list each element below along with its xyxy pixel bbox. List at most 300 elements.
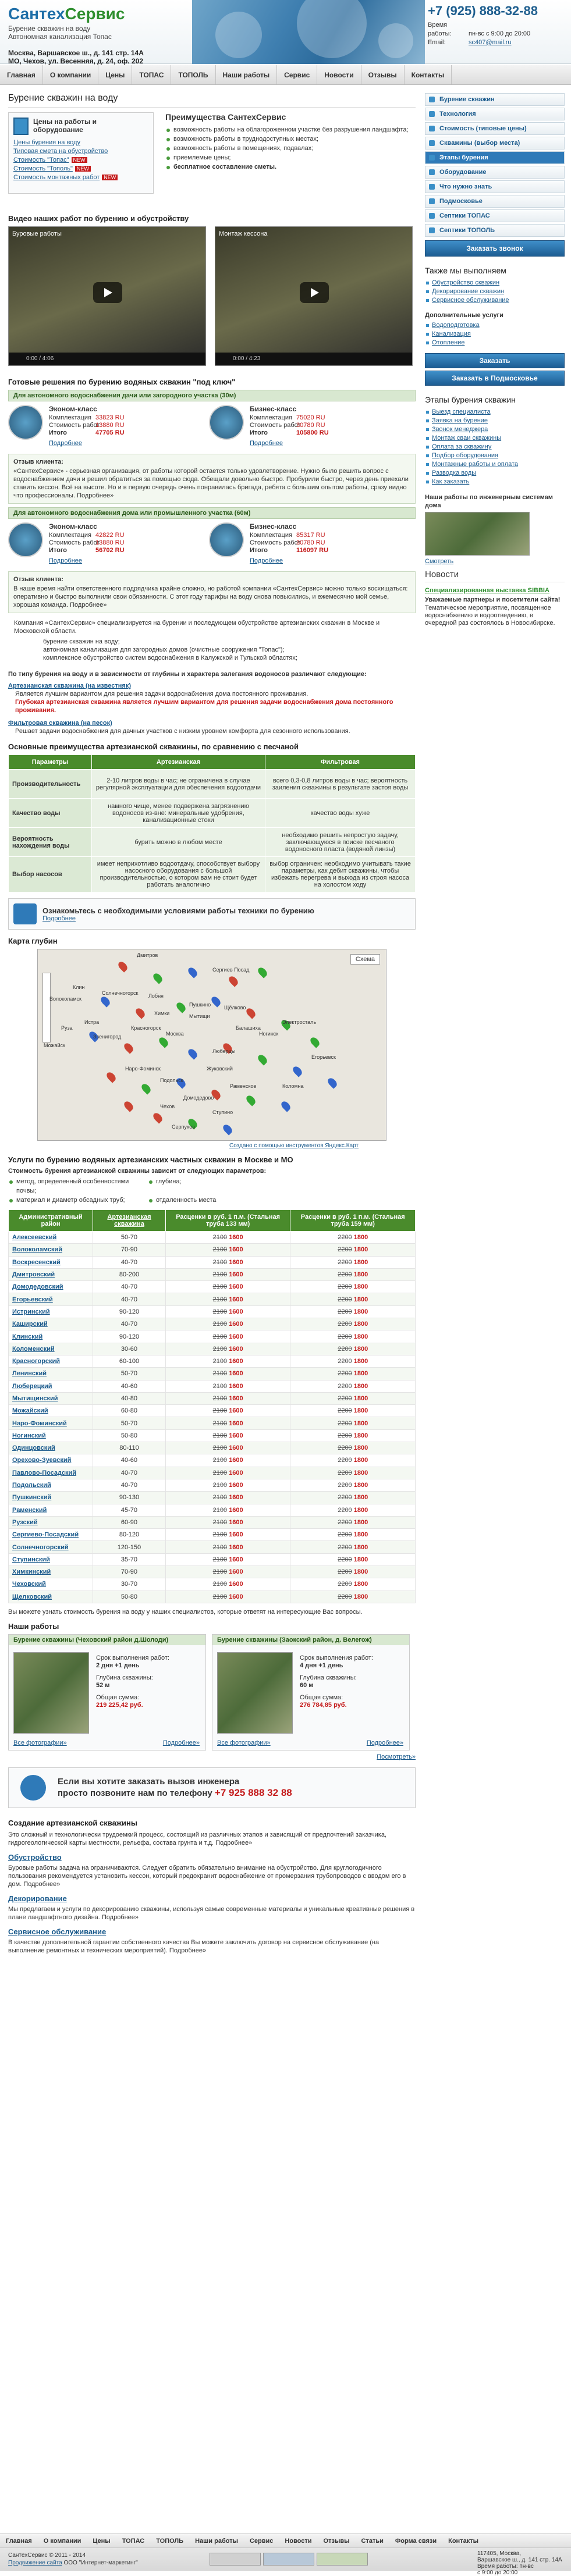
package-more-link[interactable]: Подробнее: [49, 557, 83, 564]
map-city-label: Электросталь: [282, 1019, 317, 1025]
footer-counters: [210, 2553, 368, 2566]
map-marker[interactable]: [140, 1082, 152, 1094]
old-price: 2100: [212, 1556, 228, 1563]
district-link[interactable]: Домодедовский: [12, 1283, 63, 1291]
new-price: 1800: [353, 1258, 368, 1266]
price-link[interactable]: Стоимость монтажных работ: [13, 174, 100, 181]
price-row: [9, 1454, 416, 1467]
footer-addr1: 117405, Москва,: [477, 2550, 522, 2557]
new-price: 1800: [353, 1395, 368, 1402]
map-caption[interactable]: Создано с помощью инструментов Яндекс.Карт: [229, 1143, 359, 1149]
nav-item[interactable]: ТОПАС: [132, 65, 171, 84]
callout-box: [8, 1767, 416, 1808]
price-row: [9, 1281, 416, 1293]
footer-addr4: с 9:00 до 20:00: [477, 2570, 518, 2576]
nav-item[interactable]: Наши работы: [216, 65, 278, 84]
package-more-link[interactable]: Подробнее: [250, 440, 283, 447]
district-link[interactable]: Можайский: [12, 1407, 48, 1415]
play-icon[interactable]: [300, 282, 329, 303]
package-row-value: 85317 RU: [296, 532, 325, 539]
old-price: 2200: [338, 1283, 352, 1291]
package-card: [209, 405, 407, 451]
price-row: [9, 1318, 416, 1330]
district-link[interactable]: Красногорский: [12, 1358, 61, 1365]
map-marker[interactable]: [105, 1070, 117, 1083]
district-link[interactable]: Пушкинский: [12, 1494, 52, 1502]
district-link[interactable]: Мытищинский: [12, 1395, 58, 1402]
sidebar-menu-item[interactable]: Бурение скважин: [425, 93, 565, 106]
sidebar-stages-link[interactable]: Разводка воды: [425, 469, 565, 478]
package-more-link[interactable]: Подробнее: [250, 557, 283, 564]
well-type-text: Решает задачи водоснабжения для дачных участков с низким уровнем комфорта для сезонного использования.: [15, 728, 350, 735]
district-link[interactable]: Воскресенский: [12, 1258, 61, 1266]
sidebar-stages-link[interactable]: Заявка на бурение: [425, 417, 565, 425]
map-marker[interactable]: [221, 1123, 233, 1135]
old-price: 2100: [212, 1333, 228, 1340]
depth-cell: 50-70: [93, 1368, 166, 1380]
new-price: 1600: [229, 1556, 243, 1563]
new-price: 1600: [229, 1345, 243, 1353]
map-city-label: Солнечногорск: [102, 990, 139, 996]
news-text: Тематическое мероприятие, посвященное водоснабжению и водоотведению, в очередной раз состоялось в Новосибирске.: [425, 604, 555, 627]
nav-item[interactable]: Отзывы: [361, 65, 405, 84]
new-price: 1800: [353, 1296, 368, 1303]
old-price: 2100: [212, 1444, 228, 1452]
old-price: 2200: [338, 1258, 352, 1266]
nav-item[interactable]: Цены: [98, 65, 132, 84]
map-city-label: Клин: [73, 984, 85, 990]
package-card: [209, 522, 407, 569]
map-city-label: Можайск: [44, 1043, 65, 1048]
sidebar-stages-link[interactable]: Подбор оборудования: [425, 451, 565, 460]
company-list-item: комплексное обустройство систем водоснабжения в Калужской и Тульской областях;: [43, 654, 297, 661]
new-price: 1600: [229, 1593, 243, 1600]
work-title[interactable]: Бурение скважины (Заокский район, д. Велегож): [212, 1635, 409, 1645]
advantage-item: возможность работы на облагороженном участке без разрушения ландшафта;: [165, 125, 410, 134]
footer-nav-item[interactable]: Отзывы: [323, 2538, 350, 2545]
new-price: 1600: [229, 1382, 243, 1390]
nav-item[interactable]: Сервис: [277, 65, 317, 84]
sidebar-extra-link[interactable]: Канализация: [425, 330, 565, 339]
old-price: 2100: [212, 1345, 228, 1353]
sidebar-also-link[interactable]: Декорирование скважин: [425, 287, 565, 296]
new-price: 1800: [353, 1333, 368, 1340]
footer-nav-item[interactable]: ТОПАС: [122, 2538, 145, 2545]
price-intro: Стоимость бурения артезианской скважины зависит от следующих параметров:: [8, 1168, 267, 1175]
price-link[interactable]: Цены бурения на воду: [13, 139, 80, 146]
old-price: 2200: [338, 1432, 352, 1439]
play-icon[interactable]: [93, 282, 122, 303]
price-link[interactable]: Стоимость "Топас": [13, 156, 69, 163]
map-marker[interactable]: [256, 1053, 268, 1065]
package-row-label: Итого: [49, 547, 68, 554]
footer-nav-item[interactable]: Цены: [93, 2538, 111, 2545]
district-link[interactable]: Щелковский: [12, 1593, 52, 1600]
package-title: Бизнес-класс: [250, 405, 297, 413]
sidebar-extra-link[interactable]: Отопление: [425, 339, 565, 347]
old-price: 2100: [212, 1296, 228, 1303]
footer-nav-item[interactable]: Наши работы: [195, 2538, 238, 2545]
nav-item[interactable]: ТОПОЛЬ: [171, 65, 215, 84]
price-list-icon: [13, 118, 29, 135]
sidebar-extra-link[interactable]: Водоподготовка: [425, 321, 565, 330]
footer-dev-link[interactable]: Продвижение сайта: [8, 2560, 62, 2566]
work-title[interactable]: Бурение скважины (Чеховский район д.Шолоди): [9, 1635, 205, 1645]
header-phone[interactable]: +7 (925) 888-32-88: [428, 3, 538, 18]
map-marker[interactable]: [151, 1111, 164, 1123]
new-price: 1800: [353, 1593, 368, 1600]
well-type-link[interactable]: Фильтровая скважина (на песок): [8, 720, 112, 727]
depth-cell: 40-60: [93, 1380, 166, 1392]
map-marker[interactable]: [326, 1076, 338, 1088]
package-row-label: Итого: [250, 547, 268, 554]
depth-cell: 30-70: [93, 1578, 166, 1591]
advantage-item: бесплатное составление сметы.: [165, 162, 410, 172]
district-link[interactable]: Истринский: [12, 1308, 50, 1315]
package-more-link[interactable]: Подробнее: [49, 440, 83, 447]
new-price: 1600: [229, 1358, 243, 1365]
new-price: 1600: [229, 1518, 243, 1526]
depth-cell: 60-90: [93, 1516, 166, 1528]
new-badge: NEW: [102, 175, 118, 180]
work-value: 52 м: [96, 1681, 110, 1689]
sidebar: [425, 93, 565, 627]
sidebar-menu-item[interactable]: Что нужно знать: [425, 180, 565, 193]
map-city-label: Химки: [154, 1011, 170, 1016]
district-link[interactable]: Орехово-Зуевский: [12, 1457, 72, 1464]
depth-cell: 40-80: [93, 1392, 166, 1404]
map-marker[interactable]: [227, 974, 239, 987]
new-price: 1800: [353, 1321, 368, 1328]
sidebar-also-link[interactable]: Сервисное обслуживание: [425, 296, 565, 305]
site-logo[interactable]: [8, 5, 125, 23]
advantages-title: Преимущества СантехСервис: [165, 112, 286, 122]
district-link[interactable]: Каширский: [12, 1321, 48, 1328]
map-scheme-button[interactable]: Схема: [350, 954, 380, 965]
compare-cell: Выбор насосов: [9, 857, 92, 892]
map-city-label: Ногинск: [259, 1031, 279, 1037]
district-link[interactable]: Сергиево-Посадский: [12, 1531, 79, 1539]
footer-nav-item[interactable]: ТОПОЛЬ: [156, 2538, 184, 2545]
package-row-value: 116097 RU: [296, 547, 329, 554]
map-marker[interactable]: [99, 995, 111, 1007]
work-more-link[interactable]: Подробнее»: [162, 1739, 200, 1746]
compare-cell: всего 0,3-0,8 литров воды в час; вероятность заиления скважины в результате застоя воды: [265, 770, 416, 799]
sidebar-stages-link[interactable]: Оплата за скважину: [425, 443, 565, 451]
map-zoom-control[interactable]: [42, 973, 51, 1043]
district-link[interactable]: Чеховский: [12, 1581, 46, 1588]
old-price: 2200: [338, 1444, 352, 1452]
new-price: 1600: [229, 1494, 243, 1502]
old-price: 2100: [212, 1568, 228, 1576]
sidebar-menu-item[interactable]: Скважины (выбор места): [425, 137, 565, 150]
map-city-label: Егорьевск: [311, 1054, 336, 1060]
sidebar-stages-link[interactable]: Звонок менеджера: [425, 425, 565, 434]
video-controls[interactable]: [215, 353, 412, 365]
compare-cell: Вероятность нахождения воды: [9, 828, 92, 857]
price-row: [9, 1244, 416, 1256]
footer-nav-item[interactable]: Главная: [6, 2538, 32, 2545]
footer-nav-item[interactable]: Форма связи: [395, 2538, 437, 2545]
new-price: 1600: [229, 1234, 243, 1241]
work-photos-link[interactable]: Все фотографии»: [13, 1739, 67, 1746]
district-link[interactable]: Волоколамский: [12, 1246, 63, 1254]
sidebar-stages-link[interactable]: Монтажные работы и оплата: [425, 460, 565, 469]
package-row-value: 75020 RU: [296, 414, 325, 421]
district-link[interactable]: Ленинский: [12, 1370, 47, 1378]
work-photo[interactable]: [13, 1652, 89, 1734]
old-price: 2200: [338, 1482, 352, 1489]
sidebar-menu-item[interactable]: Подмосковье: [425, 195, 565, 208]
district-link[interactable]: Ступинский: [12, 1556, 50, 1563]
new-price: 1600: [229, 1531, 243, 1539]
new-price: 1800: [353, 1581, 368, 1588]
sidebar-menu-item[interactable]: Этапы бурения: [425, 151, 565, 164]
map-marker[interactable]: [186, 1047, 198, 1059]
map-city-label: Домодедово: [183, 1095, 214, 1101]
sidebar-menu-item[interactable]: Стоимость (типовые цены): [425, 122, 565, 135]
compare-cell: 2-10 литров воды в час; не ограничена в случае регулярной эксплуатации для обеспечения водоотдачи: [91, 770, 265, 799]
new-price: 1600: [229, 1246, 243, 1254]
main-nav: [0, 65, 571, 85]
old-price: 2200: [338, 1543, 352, 1551]
sidebar-menu-item[interactable]: Оборудование: [425, 166, 565, 179]
order-call-button[interactable]: Заказать звонок: [425, 240, 565, 257]
creation-section-text: Мы предлагаем и услуги по декорированию скважины, используя самые современные материалы и уникальные креативные решения в плане ландшафтного дизайна. Подробнее»: [8, 1905, 415, 1921]
map-marker[interactable]: [157, 1036, 169, 1048]
compare-row: [9, 857, 416, 892]
order-button[interactable]: Заказать: [425, 353, 565, 368]
old-price: 2100: [212, 1581, 228, 1588]
sidebar-stages-link[interactable]: Выезд специалиста: [425, 408, 565, 417]
video-player[interactable]: [8, 226, 206, 366]
depth-cell: 30-60: [93, 1343, 166, 1355]
work-label: Срок выполнения работ:: [96, 1654, 169, 1661]
price-header[interactable]: Артезианская скважина: [93, 1210, 166, 1232]
well-type-text: Является лучшим вариантом для решения задачи водоснабжения дома постоянного проживания.: [15, 691, 308, 698]
creation-section-title[interactable]: Обустройство: [8, 1852, 62, 1862]
sidebar-menu-item[interactable]: Септики ТОПАС: [425, 209, 565, 222]
price-row: [9, 1256, 416, 1268]
creation-section-title[interactable]: Декорирование: [8, 1894, 67, 1903]
map-marker[interactable]: [122, 1041, 134, 1054]
price-row: [9, 1516, 416, 1528]
compare-cell: бурить можно в любом месте: [91, 828, 265, 857]
district-link[interactable]: Люберецкий: [12, 1382, 52, 1390]
map-title: Карта глубин: [8, 937, 58, 945]
new-price: 1800: [353, 1432, 368, 1439]
new-price: 1600: [229, 1308, 243, 1315]
old-price: 2100: [212, 1407, 228, 1415]
package-card: [8, 405, 206, 451]
district-link[interactable]: Клинский: [12, 1333, 43, 1340]
advantage-item: возможность работы в помещениях, подвалах;: [165, 144, 410, 153]
header-banner-photo: [192, 0, 425, 64]
depth-cell: 90-120: [93, 1305, 166, 1318]
creation-section-text: Буровые работы задача на ограничиваются. Следует обратить обязательно внимание на обустройство. Для круглогодичного пользования рекомендуется установить кессон, который предохранит водоснабжение от промерзания трубопроводов с вводом его в дом. Подробнее»: [8, 1864, 406, 1888]
map-city-label: Раменское: [230, 1083, 257, 1089]
district-link[interactable]: Егорьевский: [12, 1296, 53, 1303]
district-link[interactable]: Ногинский: [12, 1432, 46, 1439]
nav-item[interactable]: Контакты: [405, 65, 452, 84]
old-price: 2200: [338, 1395, 352, 1402]
footer-nav-item[interactable]: Контакты: [448, 2538, 478, 2545]
old-price: 2200: [338, 1296, 352, 1303]
work-label: Общая сумма:: [300, 1693, 343, 1701]
depth-cell: 45-70: [93, 1504, 166, 1516]
drill-region-button[interactable]: Заказать в Подмосковье: [425, 371, 565, 386]
map-marker[interactable]: [291, 1065, 303, 1077]
work-photo[interactable]: [217, 1652, 293, 1734]
district-link[interactable]: Наро-Фоминский: [12, 1419, 67, 1427]
new-price: 1800: [353, 1568, 368, 1576]
callout-phone[interactable]: +7 925 888 32 88: [214, 1787, 292, 1799]
district-link[interactable]: Дмитровский: [12, 1271, 55, 1279]
new-price: 1600: [229, 1432, 243, 1439]
conditions-text: Ознакомьтесь с необходимыми условиями работы техники по бурению: [42, 906, 314, 915]
sidebar-menu-item[interactable]: Септики ТОПОЛЬ: [425, 224, 565, 237]
package-title: Эконом-класс: [49, 405, 97, 413]
advantages-block: [165, 112, 410, 172]
compare-header: Артезианская: [91, 755, 265, 770]
main-content: [8, 93, 416, 1955]
price-row: [9, 1492, 416, 1504]
old-price: 2200: [338, 1370, 352, 1378]
new-price: 1800: [353, 1531, 368, 1539]
new-price: 1800: [353, 1283, 368, 1291]
price-link[interactable]: Стоимость "Тополь": [13, 165, 73, 172]
district-link[interactable]: Подольский: [12, 1482, 51, 1489]
district-link[interactable]: Солнечногорский: [12, 1543, 69, 1551]
video-title: Монтаж кессона: [219, 230, 268, 237]
map-marker[interactable]: [116, 960, 129, 972]
price-row: [9, 1368, 416, 1380]
depth-cell: 80-120: [93, 1529, 166, 1541]
map-city-label: Ступино: [212, 1109, 233, 1115]
package-row-label: Стоимость работ: [250, 539, 301, 546]
district-link[interactable]: Коломенский: [12, 1345, 55, 1353]
map-city-label: Дмитров: [137, 952, 158, 958]
map-marker[interactable]: [175, 1001, 187, 1013]
new-price: 1600: [229, 1457, 243, 1464]
depth-cell: 40-70: [93, 1318, 166, 1330]
new-price: 1800: [353, 1469, 368, 1476]
map-marker[interactable]: [308, 1036, 321, 1048]
price-row: [9, 1504, 416, 1516]
footer-nav-item[interactable]: Новости: [285, 2538, 312, 2545]
sidebar-stages-link[interactable]: Как заказать: [425, 478, 565, 486]
price-row: [9, 1330, 416, 1343]
compare-cell: Производительность: [9, 770, 92, 799]
creation-section-title[interactable]: Сервисное обслуживание: [8, 1927, 107, 1936]
extra-title: Дополнительные услуги: [425, 312, 503, 319]
header-email-link[interactable]: sc407@mail.ru: [469, 39, 512, 46]
review-title: Отзыв клиента:: [13, 576, 63, 583]
new-price: 1800: [353, 1370, 368, 1378]
work-photos-link[interactable]: Все фотографии»: [217, 1739, 271, 1746]
depth-map[interactable]: [37, 949, 386, 1141]
work-value: 2 дня +1 день: [96, 1661, 140, 1669]
new-badge: NEW: [75, 166, 91, 172]
new-price: 1800: [353, 1358, 368, 1365]
sidebar-menu-item[interactable]: Технология: [425, 108, 565, 120]
work-card: [212, 1634, 410, 1750]
sidebar-works-photo[interactable]: [425, 512, 530, 556]
district-link[interactable]: Одинцовский: [12, 1444, 55, 1452]
video-player[interactable]: [215, 226, 413, 366]
footer-nav-item[interactable]: Статьи: [361, 2538, 384, 2545]
package-row-label: Стоимость работ: [250, 422, 301, 429]
price-row: [9, 1380, 416, 1392]
sidebar-also-link[interactable]: Обустройство скважин: [425, 279, 565, 287]
district-link[interactable]: Рузский: [12, 1518, 38, 1526]
nav-item[interactable]: Главная: [0, 65, 43, 84]
compare-row: [9, 799, 416, 828]
nav-item[interactable]: О компании: [43, 65, 99, 84]
footer-nav-item[interactable]: Сервис: [249, 2538, 274, 2545]
compare-cell: выбор ограничен: необходимо учитывать такие параметры, как дебит скважины, чтобы избежать перегрева и выхода из строя насоса на холостом ходу: [265, 857, 416, 892]
price-param: глубина;: [148, 1177, 288, 1196]
new-price: 1600: [229, 1482, 243, 1489]
district-link[interactable]: Алексеевский: [12, 1234, 57, 1241]
news-link[interactable]: Специализированная выставка SIBBIA: [425, 587, 549, 594]
sidebar-works-more[interactable]: Смотреть: [425, 558, 454, 565]
old-price: 2200: [338, 1271, 352, 1279]
old-price: 2100: [212, 1494, 228, 1502]
district-link[interactable]: Химкинский: [12, 1568, 51, 1576]
work-more-link[interactable]: Подробнее»: [366, 1739, 403, 1746]
new-price: 1600: [229, 1258, 243, 1266]
footer-nav-item[interactable]: О компании: [43, 2538, 81, 2545]
depth-cell: 90-130: [93, 1492, 166, 1504]
nav-item[interactable]: Новости: [317, 65, 361, 84]
logo-part-b: Сервис: [65, 5, 125, 23]
price-row: [9, 1293, 416, 1305]
old-price: 2100: [212, 1419, 228, 1427]
map-marker[interactable]: [279, 1100, 292, 1112]
well-type-link[interactable]: Артезианская скважина (на известняк): [8, 682, 132, 689]
map-marker[interactable]: [244, 1006, 257, 1019]
map-marker[interactable]: [244, 1094, 257, 1106]
price-row: [9, 1305, 416, 1318]
compare-cell: Качество воды: [9, 799, 92, 828]
old-price: 2100: [212, 1308, 228, 1315]
map-marker[interactable]: [151, 972, 164, 984]
works-all-link[interactable]: Посмотреть»: [377, 1753, 416, 1760]
conditions-more-link[interactable]: Подробнее: [42, 915, 76, 922]
price-link[interactable]: Типовая смета на обустройство: [13, 148, 108, 155]
sidebar-stages-link[interactable]: Монтаж сваи скважины: [425, 434, 565, 443]
old-price: 2100: [212, 1321, 228, 1328]
depth-cell: 120-150: [93, 1541, 166, 1553]
price-param: метод, определенный особенностями почвы;: [8, 1177, 148, 1196]
district-link[interactable]: Раменский: [12, 1506, 47, 1514]
map-marker[interactable]: [186, 966, 198, 978]
depth-cell: 80-200: [93, 1268, 166, 1280]
video-controls[interactable]: [9, 353, 205, 365]
map-marker[interactable]: [256, 966, 268, 978]
new-price: 1600: [229, 1333, 243, 1340]
map-city-label: Москва: [166, 1031, 184, 1037]
district-link[interactable]: Павлово-Посадский: [12, 1469, 77, 1476]
work-label: Срок выполнения работ:: [300, 1654, 373, 1661]
map-marker[interactable]: [210, 995, 222, 1007]
map-marker[interactable]: [122, 1100, 134, 1112]
compare-cell: намного чище, менее подвержена загрязнению водоносов из-вне: минеральные удобрения, канализационные стоки: [91, 799, 265, 828]
old-price: 2200: [338, 1308, 352, 1315]
package-image: [8, 522, 43, 557]
map-marker[interactable]: [134, 1006, 146, 1019]
